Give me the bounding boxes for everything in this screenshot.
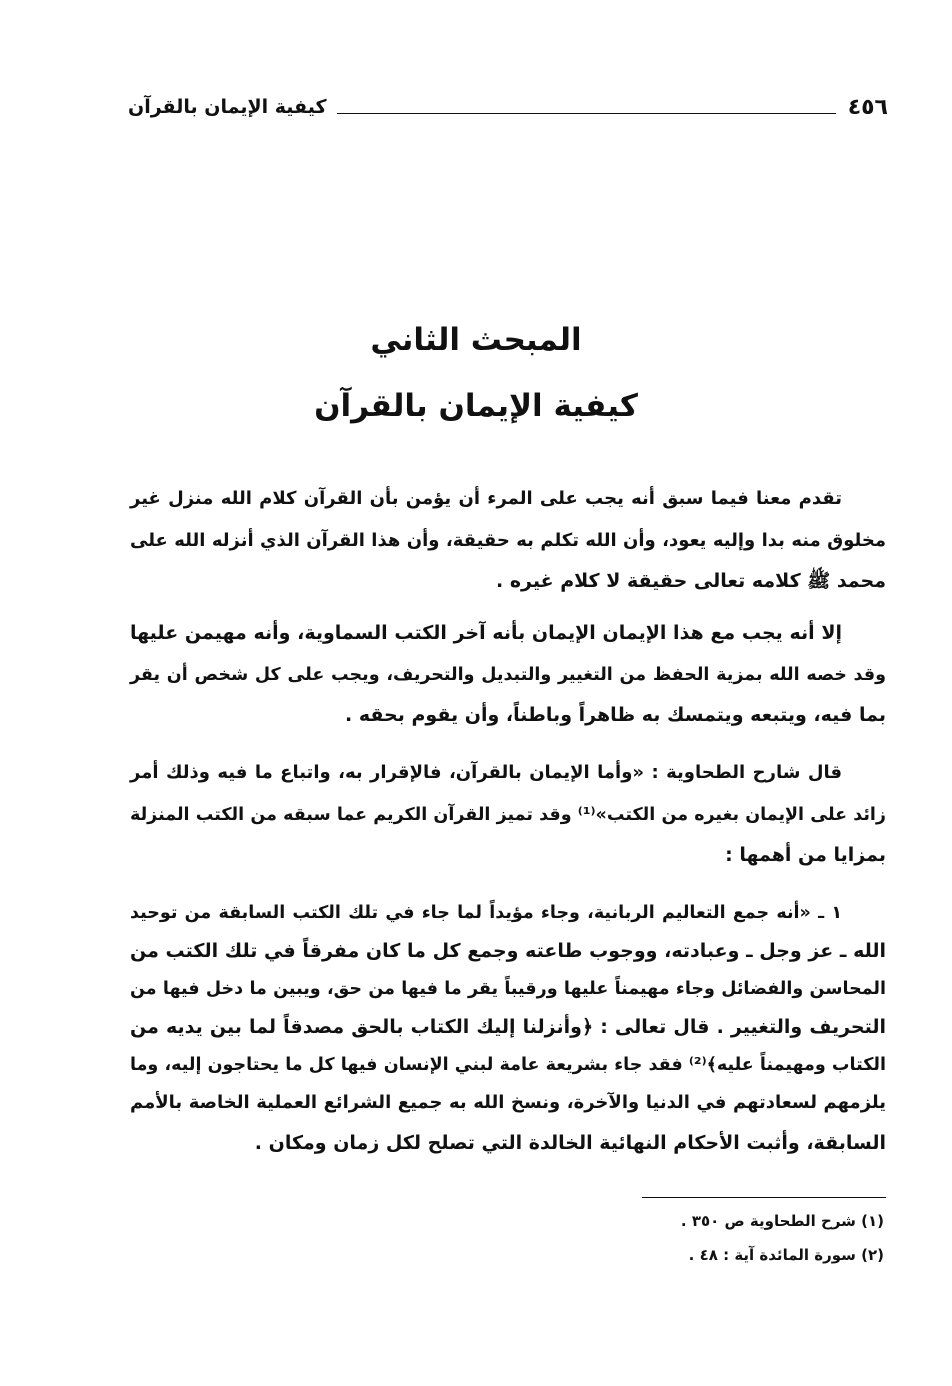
paragraph-2-line: إلا أنه يجب مع هذا الإيمان الإيمان بأنه آخر الكتب السماوية، وأنه مهيمن عليها	[130, 622, 842, 644]
section-label: المبحث الثاني	[370, 322, 582, 358]
footnote-rule	[642, 1197, 886, 1198]
paragraph-4-line: يلزمهم لسعادتهم في الدنيا والآخرة، ونسخ الله به جميع الشرائع العملية الخاصة بالأمم	[130, 1092, 886, 1113]
paragraph-4-line: ١ ـ «أنه جمع التعاليم الربانية، وجاء مؤيداً لما جاء في تلك الكتب السابقة من توحيد	[130, 903, 842, 923]
paragraph-4-line: الله ـ عز وجل ـ وعبادته، ووجوب طاعته وجمع كل ما كان مفرقاً في تلك الكتب من	[130, 940, 886, 962]
footnote-2: (٢) سورة المائدة آية : ٤٨ .	[688, 1246, 884, 1264]
footnote-1: (١) شرح الطحاوية ص ٣٥٠ .	[680, 1212, 884, 1230]
paragraph-2-line: بما فيه، ويتبعه ويتمسك به ظاهراً وباطناً، وأن يقوم بحقه .	[345, 704, 886, 726]
paragraph-3-line: قال شارح الطحاوية : «وأما الإيمان بالقرآن، فالإقرار به، واتباع ما فيه وذلك أمر	[130, 762, 842, 783]
section-title: كيفية الإيمان بالقرآن	[314, 388, 638, 424]
paragraph-2-line: وقد خصه الله بمزية الحفظ من التغيير والتبديل والتحريف، ويجب على كل شخص أن يقر	[130, 665, 886, 685]
paragraph-4-line: التحريف والتغيير . قال تعالى : ﴿وأنزلنا إليك الكتاب بالحق مصدقاً لما بين يديه من	[130, 1016, 886, 1038]
paragraph-4-line: المحاسن والفضائل وجاء مهيمناً عليها ورقيباً يقر ما فيها من حق، ويبين ما دخل فيها من	[130, 979, 886, 999]
paragraph-3-line: بمزايا من أهمها :	[725, 844, 886, 866]
running-title: كيفية الإيمان بالقرآن	[128, 96, 327, 118]
paragraph-4-line: الكتاب ومهيمناً عليه﴾⁽²⁾ فقد جاء بشريعة عامة لبني الإنسان فيها كل ما يحتاجون إليه، وما	[130, 1055, 886, 1075]
paragraph-1-line: مخلوق منه بدا وإليه يعود، وأن الله تكلم به حقيقة، وأن هذا القرآن الذي أنزله الله على	[130, 530, 886, 551]
running-header	[128, 92, 888, 122]
paragraph-3-line: زائد على الإيمان بغيره من الكتب»⁽¹⁾ وقد تميز القرآن الكريم عما سبقه من الكتب المنزلة	[130, 805, 886, 825]
page-number: ٤٥٦	[847, 94, 888, 120]
header-rule	[337, 113, 836, 114]
paragraph-4-line: السابقة، وأثبت الأحكام النهائية الخالدة التي تصلح لكل زمان ومكان .	[254, 1132, 886, 1154]
paragraph-1-line: تقدم معنا فيما سبق أنه يجب على المرء أن يؤمن بأن القرآن كلام الله منزل غير	[130, 488, 842, 509]
paragraph-1-line: محمد ﷺ كلامه تعالى حقيقة لا كلام غيره .	[495, 570, 886, 592]
